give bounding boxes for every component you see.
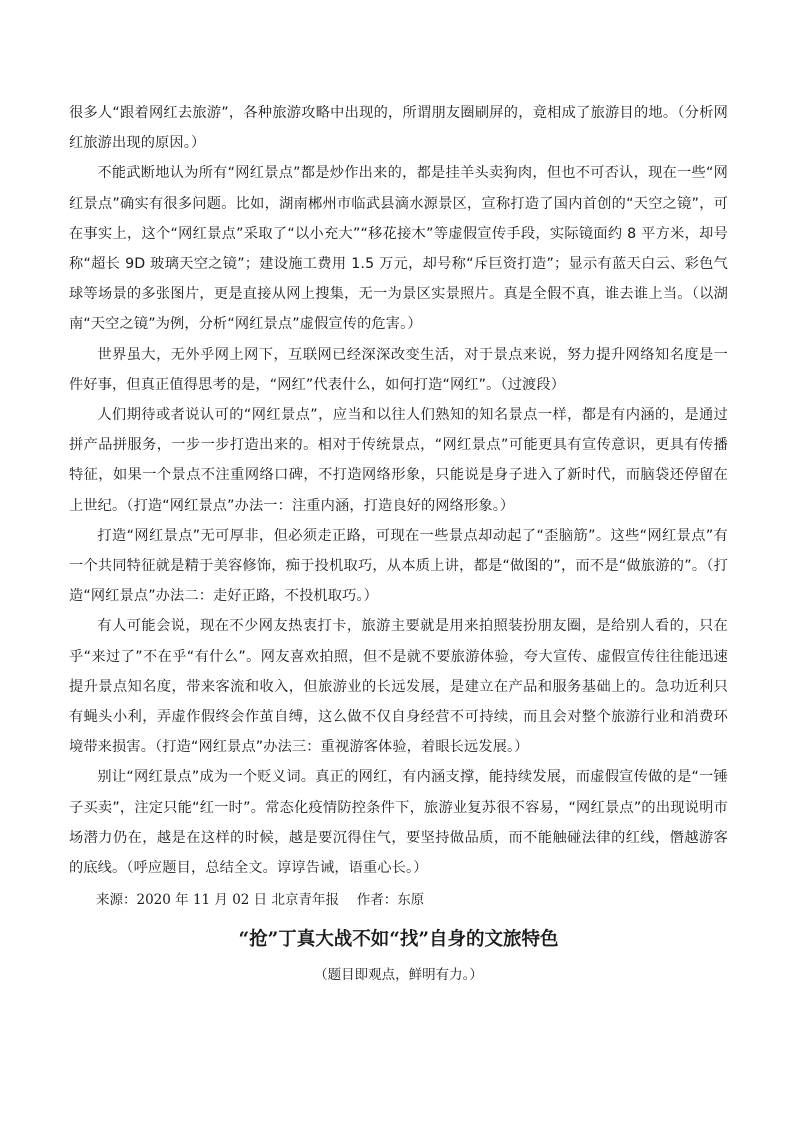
paragraph-1: 很多人“跟着网红去旅游”，各种旅游攻略中出现的，所谓朋友圈刷屏的，竟相成了旅游目的地。（分析网红旅游出现的原因。）	[69, 105, 728, 152]
paragraph-4: 人们期待或者说认可的“网红景点”，应当和以往人们熟知的知名景点一样，都是有内涵的，是通过拼产品拼服务，一步一步打造出来的。相对于传统景点，“网红景点”可能更具有宣传意识，更具有传播特征，如果一个景点不注重网络口碑，不打造网络形象，只能说是身子进入了新时代，而脑袋还停留在上世纪。（打造“网红景点”办法一：注重内涵，打造良好的网络形象。）	[69, 407, 728, 514]
source-line: 来源：2020 年 11 月 02 日 北京青年报 作者：东原	[96, 892, 425, 909]
paragraph-2: 不能武断地认为所有“网红景点”都是炒作出来的，都是挂羊头卖狗肉，但也不可否认，现在一些“网红景点”确实有很多问题。比如，湖南郴州市临武县滴水源景区，宣称打造了国内首创的“天空之镜”，可在事实上，这个“网红景点”采取了“以小充大”“移花接木”等虚假宣传手段，实际镜面约 8 平方米，却号称“超长 9D 玻璃天空之镜”；建设施工费用 1.5 万元，却号称“斥巨资打造”；显示有蓝天白云、彩色气球等场景的多张图片，更是直接从网上搜集，无一为景区实景照片。真是全假不真，谁去谁上当。（以湖南“天空之镜”为例，分析“网红景点”虚假宣传的危害。）	[69, 165, 728, 333]
paragraph-6: 有人可能会说，现在不少网友热衷打卡，旅游主要就是用来拍照装扮朋友圈，是给别人看的，只在乎“来过了”不在乎“有什么”。网友喜欢拍照，但不是就不要旅游体验，夸大宣传、虚假宣传往往能迅速提升景点知名度，带来客流和收入，但旅游业的长远发展，是建立在产品和服务基础上的。急功近利只有蝇头小利，弄虚作假终会作茧自缚，这么做不仅自身经营不可持续，而且会对整个旅游行业和消费环境带来损害。（打造“网红景点”办法三：重视游客体验，着眼长远发展。）	[69, 618, 728, 756]
paragraph-5: 打造“网红景点”无可厚非，但必须走正路，可现在一些景点却动起了“歪脑筋”。这些“网红景点”有一个共同特征就是精于美容修饰，痴于投机取巧，从本质上讲，都是“做图的”，而不是“做旅游的”。（打造“网红景点”办法二：走好正路，不投机取巧。）	[69, 527, 728, 605]
paragraph-7: 别让“网红景点”成为一个贬义词。真正的网红，有内涵支撑，能持续发展，而虚假宣传做的是“一锤子买卖”，注定只能“红一时”。常态化疫情防控条件下，旅游业复苏很不容易，“网红景点”的出现说明市场潜力仍在，越是在这样的时候，越是要沉得住气，要坚持做品质，而不能触碰法律的红线，僭越游客的底线。（呼应题目，总结全文。谆谆告诫，语重心长。）	[69, 769, 728, 877]
article-subtitle-note: （题目即观点，鲜明有力。）	[314, 967, 483, 984]
paragraph-3: 世界虽大，无外乎网上网下，互联网已经深深改变生活，对于景点来说，努力提升网络知名度是一件好事，但真正值得思考的是，“网红”代表什么，如何打造“网红”。（过渡段）	[69, 346, 728, 393]
article-title: “抢”丁真大战不如“找”自身的文旅特色	[238, 929, 559, 951]
